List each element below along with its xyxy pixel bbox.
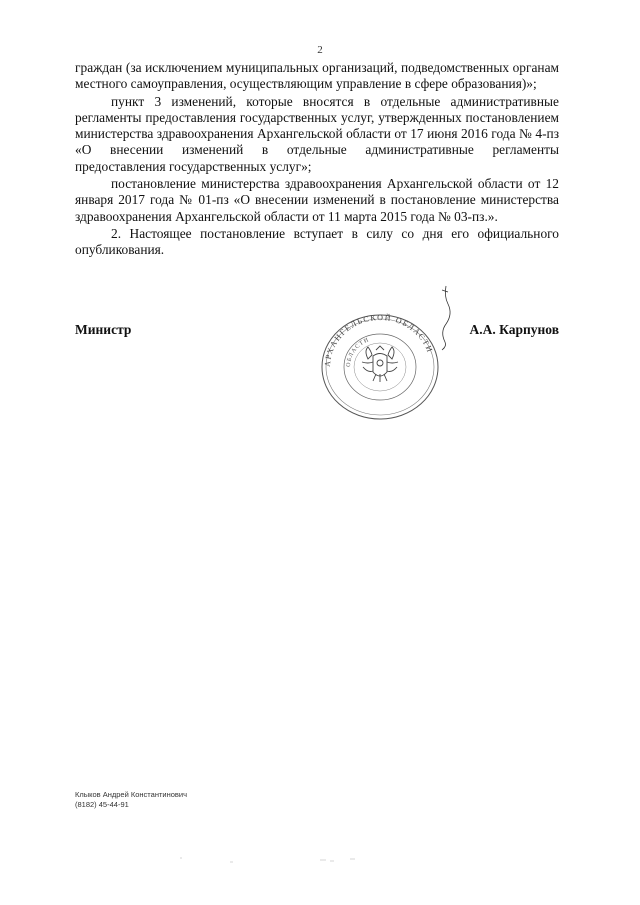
seal-inner-text: ОБЛАСТИ xyxy=(345,337,371,368)
seal-outer-text: АРХАНГЕЛЬСКОЙ ОБЛАСТИ xyxy=(322,312,435,368)
body-text xyxy=(75,60,559,260)
paragraph: пункт 3 изменений, которые вносятся в отдельные административные регламенты предоставления государственных услуг, утвержденных постановлением министерства здравоохранения Архангельской области от 17 июня 2016 года № 4-пз «О внесении изменений в отдельные административные регламенты предоставления государственных услуг»; xyxy=(75,93,559,174)
svg-text:АРХАНГЕЛЬСКОЙ ОБЛАСТИ xyxy=(323,313,435,367)
signatory-title: Министр xyxy=(75,322,132,337)
executor-phone: (8182) 45-44-91 xyxy=(75,800,129,809)
eagle-emblem-icon xyxy=(362,346,398,382)
page-number: 2 xyxy=(317,44,323,56)
scan-noise-icon xyxy=(170,850,390,870)
paragraph: постановление министерства здравоохранения Архангельской области от 12 января 2017 года № 01-пз «О внесении изменений в постановление министерства здравоохранения Архангельской области от 11 марта 2015 года № 03-пз.». xyxy=(75,176,559,224)
handwritten-signature-icon xyxy=(420,282,460,352)
paragraph: 2. Настоящее постановление вступает в силу со дня его официального опубликования. xyxy=(75,225,559,258)
document-footer xyxy=(75,790,187,810)
paragraph: граждан (за исключением муниципальных организаций, подведомственных органам местного самоуправления, осуществляющим управление в сфере образования)»; xyxy=(75,60,559,92)
signatory-name: А.А. Карпунов xyxy=(469,322,559,337)
executor-name: Клыков Андрей Константинович xyxy=(75,790,187,799)
